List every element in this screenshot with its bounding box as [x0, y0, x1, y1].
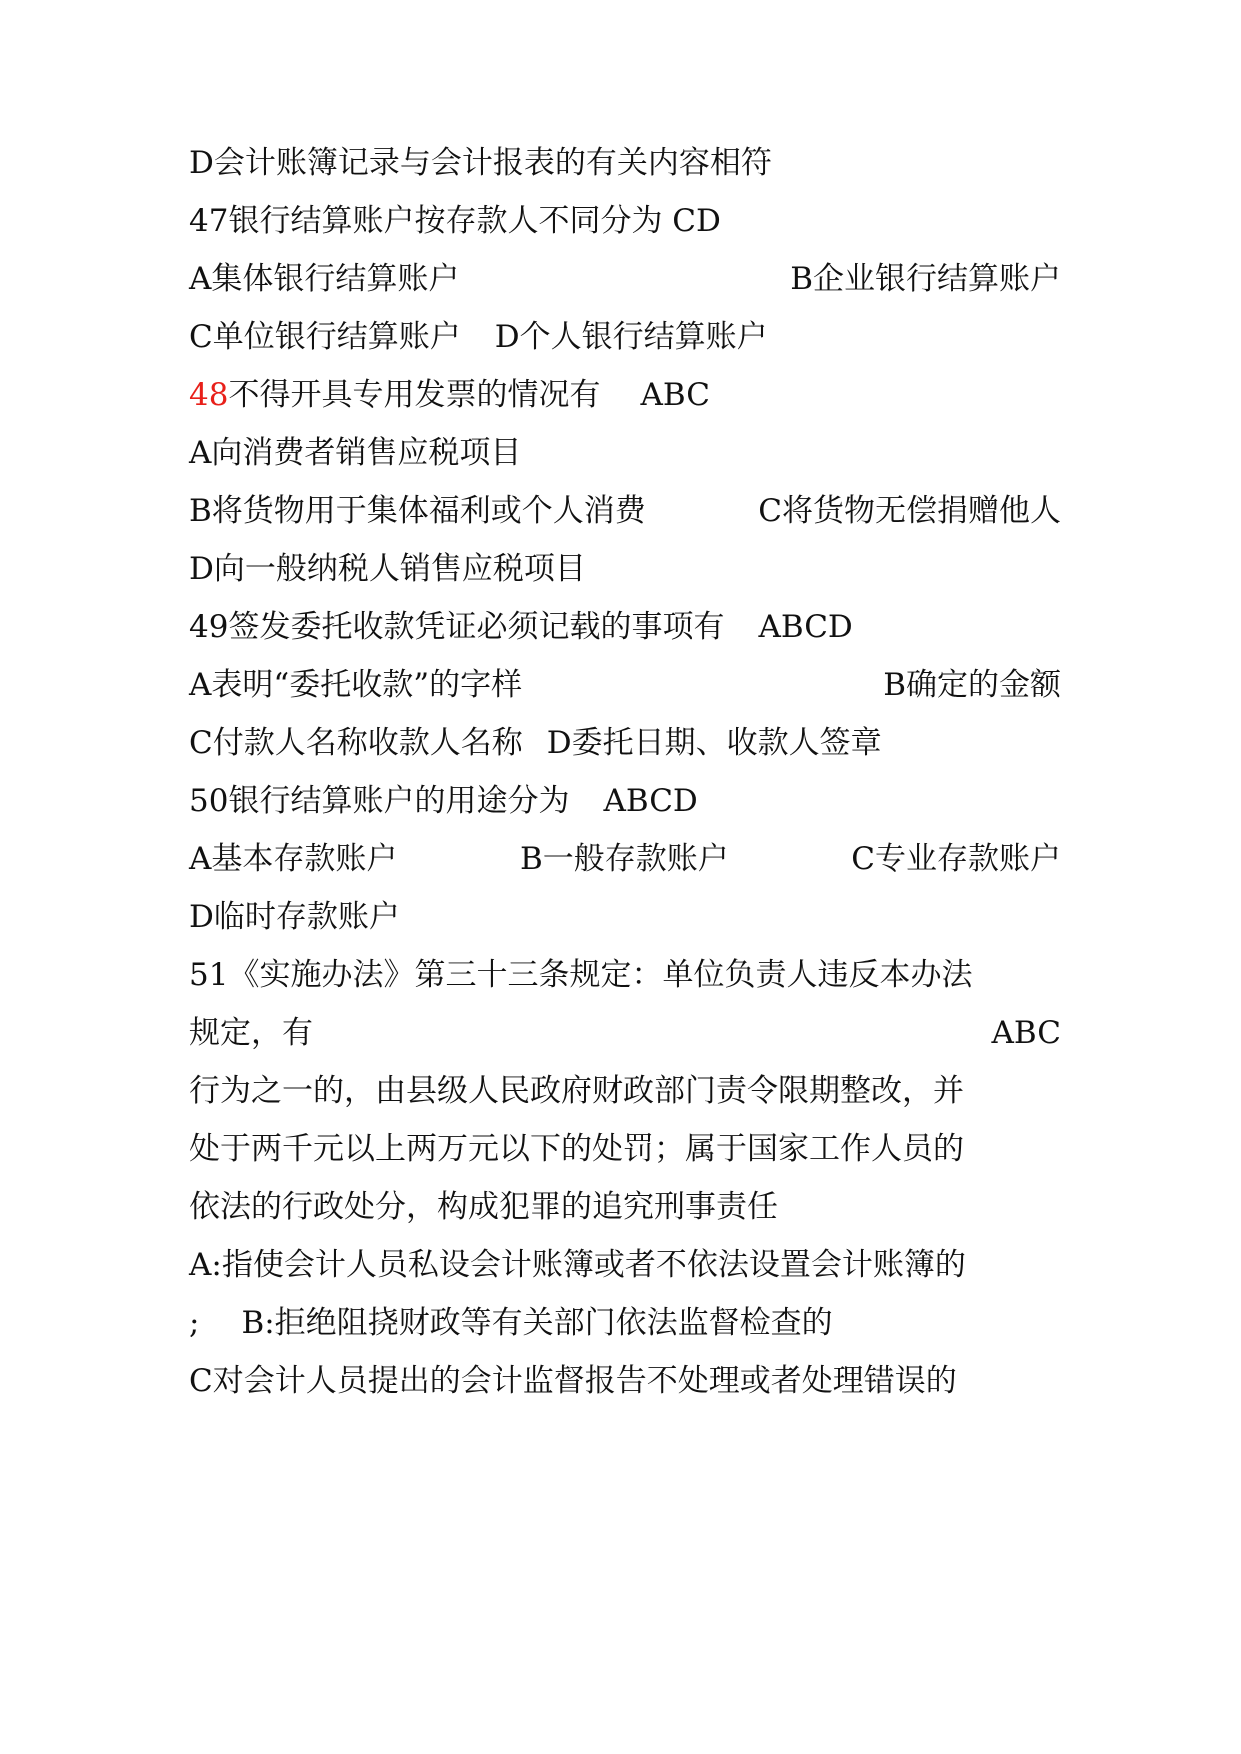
option-b: B一般存款账户: [519, 841, 729, 877]
question-48-option-d: D向一般纳税人销售应税项目: [189, 551, 586, 587]
question-text: 49签发委托收款凭证必须记载的事项有: [189, 609, 725, 645]
question-48-option-a: A向消费者销售应税项目: [189, 435, 522, 471]
question-49-options-cd: [189, 718, 1061, 768]
question-49: [189, 602, 1061, 652]
question-51-line-1: 51《实施办法》第三十三条规定：单位负责人违反本办法: [189, 957, 973, 993]
question-text: 规定，有: [189, 1015, 313, 1051]
question-51-line-4: 处于两千元以上两万元以下的处罚；属于国家工作人员的: [189, 1131, 964, 1167]
question-text: 50银行结算账户的用途分为: [189, 783, 570, 819]
question-51-line-2: [189, 1008, 1061, 1058]
question-50: [189, 776, 1061, 826]
answer: ABC: [640, 377, 710, 413]
option-b: B:拒绝阻挠财政等有关部门依法监督检查的: [241, 1305, 833, 1341]
question-51-option-c: C对会计人员提出的会计监督报告不处理或者处理错误的: [189, 1363, 957, 1399]
answer: ABCD: [758, 609, 853, 645]
question-50-options-abc: [189, 834, 1061, 884]
answer: ABCD: [603, 783, 698, 819]
question-48: [189, 370, 1061, 420]
separator: ;: [189, 1305, 200, 1341]
option-c: C付款人名称收款人名称: [189, 725, 523, 761]
option-a: A表明“委托收款”的字样: [189, 667, 523, 703]
option-c: C单位银行结算账户: [189, 319, 461, 355]
question-51-option-a: A:指使会计人员私设会计账簿或者不依法设置会计账簿的: [189, 1247, 966, 1283]
option-c: C将货物无偿捐赠他人: [758, 493, 1061, 529]
question-51-option-b: [189, 1298, 1061, 1348]
question-50-option-d: D临时存款账户: [189, 899, 400, 935]
question-47-options-ab: [189, 254, 1061, 304]
question-51-line-3: 行为之一的，由县级人民政府财政部门责令限期整改，并: [189, 1073, 964, 1109]
answer: ABC: [991, 1015, 1061, 1051]
option-a: A集体银行结算账户: [189, 261, 460, 297]
question-text: 不得开具专用发票的情况有: [228, 377, 601, 413]
option-d: D个人银行结算账户: [494, 319, 768, 355]
option-c: C专业存款账户: [851, 841, 1061, 877]
option-d-line: D会计账簿记录与会计报表的有关内容相符: [189, 145, 772, 181]
question-47-options-cd: [189, 312, 1061, 362]
question-49-options-ab: [189, 660, 1061, 710]
option-b: B将货物用于集体福利或个人消费: [189, 493, 646, 529]
question-48-options-bc: [189, 486, 1061, 536]
question-51-line-5: 依法的行政处分，构成犯罪的追究刑事责任: [189, 1189, 778, 1225]
question-47: 47银行结算账户按存款人不同分为 CD: [189, 203, 721, 239]
option-d: D委托日期、收款人签章: [546, 725, 882, 761]
option-b: B企业银行结算账户: [790, 261, 1061, 297]
option-b: B确定的金额: [883, 667, 1061, 703]
question-number: 48: [189, 377, 229, 413]
option-a: A基本存款账户: [189, 841, 398, 877]
